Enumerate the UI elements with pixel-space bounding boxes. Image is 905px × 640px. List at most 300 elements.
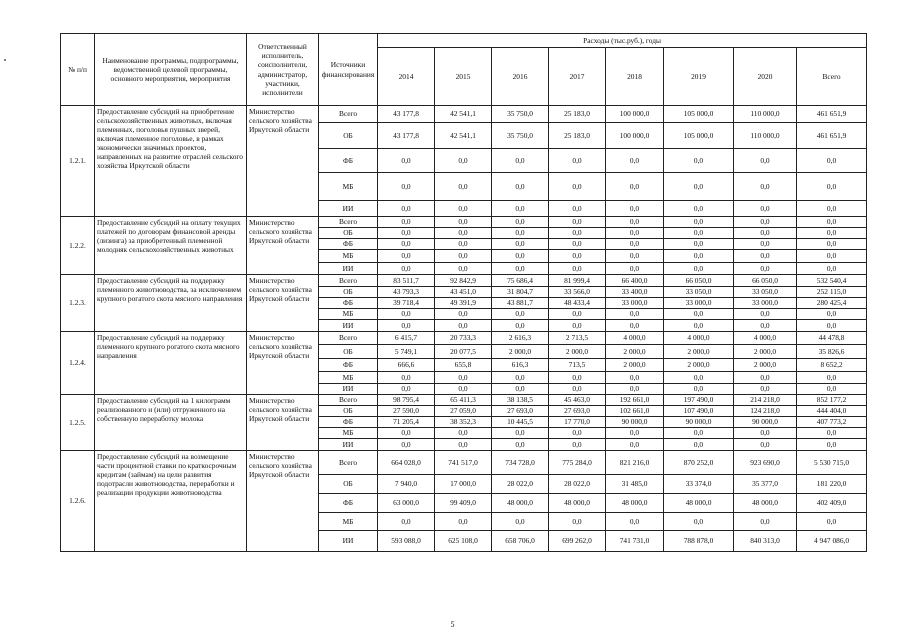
- year-value-cell: 90 000,0: [664, 417, 734, 428]
- year-value-cell: 33 000,0: [606, 298, 664, 309]
- year-value-cell: 0,0: [549, 149, 606, 173]
- year-value-cell: 0,0: [378, 439, 435, 451]
- year-value-cell: 0,0: [435, 173, 492, 201]
- year-value-cell: 0,0: [734, 513, 797, 531]
- year-value-cell: 0,0: [549, 217, 606, 228]
- year-value-cell: 0,0: [378, 173, 435, 201]
- responsible-executor: Министерство сельского хозяйства Иркутской области: [247, 395, 319, 451]
- year-value-cell: 0,0: [549, 439, 606, 451]
- year-value-cell: 0,0: [606, 320, 664, 332]
- year-value-cell: 0,0: [435, 320, 492, 332]
- year-value-cell: 17 770,0: [549, 417, 606, 428]
- year-value-cell: 27 059,0: [435, 406, 492, 417]
- funding-source: МБ: [319, 173, 378, 201]
- year-value-cell: 593 088,0: [378, 531, 435, 552]
- year-value-cell: 92 842,9: [435, 275, 492, 287]
- year-value-cell: 0,0: [734, 239, 797, 250]
- year-value-cell: 0,0: [492, 239, 549, 250]
- year-value-cell: 0,0: [492, 320, 549, 332]
- year-value-cell: 43 793,3: [378, 287, 435, 298]
- year-value-cell: 42 541,1: [435, 123, 492, 149]
- year-value-cell: 66 050,0: [734, 275, 797, 287]
- year-value-cell: 0,0: [492, 149, 549, 173]
- year-value-cell: 31 804,7: [492, 287, 549, 298]
- year-value-cell: 0,0: [664, 309, 734, 320]
- year-value-cell: 0,0: [435, 428, 492, 439]
- total-cell: 4 947 086,0: [797, 531, 867, 552]
- header-year: 2015: [435, 48, 492, 106]
- funding-source: Всего: [319, 217, 378, 228]
- year-value-cell: 0,0: [435, 439, 492, 451]
- year-value-cell: 0,0: [492, 217, 549, 228]
- year-value-cell: 0,0: [435, 309, 492, 320]
- measure-description: Предоставление субсидий на поддержку племенного крупного рогатого скота мясного направления: [95, 332, 247, 395]
- year-value-cell: 63 000,0: [378, 494, 435, 513]
- year-value-cell: 5 749,1: [378, 345, 435, 359]
- year-value-cell: 90 000,0: [606, 417, 664, 428]
- year-value-cell: 110 000,0: [734, 123, 797, 149]
- year-value-cell: 0,0: [606, 263, 664, 275]
- year-value-cell: 43 881,7: [492, 298, 549, 309]
- year-value-cell: 0,0: [549, 428, 606, 439]
- year-value-cell: 102 661,0: [606, 406, 664, 417]
- year-value-cell: 625 108,0: [435, 531, 492, 552]
- year-value-cell: 0,0: [606, 513, 664, 531]
- year-value-cell: 38 138,5: [492, 395, 549, 406]
- year-value-cell: 0,0: [492, 173, 549, 201]
- year-value-cell: 20 077,5: [435, 345, 492, 359]
- total-cell: 0,0: [797, 228, 867, 239]
- year-value-cell: 17 000,0: [435, 475, 492, 494]
- year-value-cell: 923 690,0: [734, 451, 797, 475]
- year-value-cell: 27 693,0: [549, 406, 606, 417]
- year-value-cell: 0,0: [734, 384, 797, 395]
- table-row: [61, 275, 867, 287]
- year-value-cell: 66 050,0: [664, 275, 734, 287]
- total-cell: 461 651,9: [797, 106, 867, 123]
- budget-table: [60, 33, 867, 552]
- year-value-cell: 0,0: [435, 513, 492, 531]
- header-year: 2016: [492, 48, 549, 106]
- total-cell: 444 404,0: [797, 406, 867, 417]
- year-value-cell: 0,0: [606, 384, 664, 395]
- year-value-cell: 0,0: [492, 513, 549, 531]
- funding-source: ИИ: [319, 384, 378, 395]
- funding-source: ИИ: [319, 263, 378, 275]
- total-cell: 0,0: [797, 428, 867, 439]
- year-value-cell: 0,0: [664, 228, 734, 239]
- year-value-cell: 42 541,1: [435, 106, 492, 123]
- year-value-cell: 699 262,0: [549, 531, 606, 552]
- funding-source: ОБ: [319, 406, 378, 417]
- total-cell: 5 530 715,0: [797, 451, 867, 475]
- year-value-cell: 0,0: [734, 228, 797, 239]
- total-cell: 407 773,2: [797, 417, 867, 428]
- year-value-cell: 0,0: [492, 228, 549, 239]
- year-value-cell: 31 485,0: [606, 475, 664, 494]
- year-value-cell: 0,0: [606, 217, 664, 228]
- year-value-cell: 48 000,0: [549, 494, 606, 513]
- table-row: [61, 395, 867, 406]
- header-source: Источники финансирования: [319, 34, 378, 106]
- total-cell: 44 478,8: [797, 332, 867, 345]
- year-value-cell: 0,0: [435, 239, 492, 250]
- year-value-cell: 20 733,3: [435, 332, 492, 345]
- responsible-executor: Министерство сельского хозяйства Иркутской области: [247, 106, 319, 217]
- year-value-cell: 0,0: [492, 372, 549, 384]
- year-value-cell: 2 000,0: [734, 345, 797, 359]
- funding-source: ОБ: [319, 475, 378, 494]
- year-value-cell: 2 000,0: [734, 359, 797, 372]
- year-value-cell: 0,0: [734, 173, 797, 201]
- year-value-cell: 43 451,0: [435, 287, 492, 298]
- funding-source: ФБ: [319, 149, 378, 173]
- total-cell: 0,0: [797, 309, 867, 320]
- funding-source: ИИ: [319, 439, 378, 451]
- year-value-cell: 0,0: [549, 250, 606, 263]
- year-value-cell: 4 000,0: [664, 332, 734, 345]
- total-cell: 0,0: [797, 217, 867, 228]
- funding-source: ФБ: [319, 359, 378, 372]
- header-year: 2014: [378, 48, 435, 106]
- funding-source: ИИ: [319, 201, 378, 217]
- year-value-cell: 0,0: [664, 217, 734, 228]
- year-value-cell: 0,0: [549, 263, 606, 275]
- year-value-cell: 25 183,0: [549, 106, 606, 123]
- year-value-cell: 0,0: [378, 250, 435, 263]
- year-value-cell: 33 374,0: [664, 475, 734, 494]
- year-value-cell: 110 000,0: [734, 106, 797, 123]
- year-value-cell: 0,0: [734, 439, 797, 451]
- funding-source: ИИ: [319, 320, 378, 332]
- page-number: 5: [450, 620, 455, 629]
- year-value-cell: 0,0: [378, 372, 435, 384]
- total-cell: 0,0: [797, 149, 867, 173]
- year-value-cell: 35 750,0: [492, 106, 549, 123]
- year-value-cell: 0,0: [435, 384, 492, 395]
- year-value-cell: 83 511,7: [378, 275, 435, 287]
- year-value-cell: 0,0: [549, 309, 606, 320]
- table-row: [61, 106, 867, 123]
- year-value-cell: 0,0: [606, 173, 664, 201]
- scan-dot: [4, 59, 6, 61]
- responsible-executor: Министерство сельского хозяйства Иркутской области: [247, 451, 319, 552]
- year-value-cell: 0,0: [378, 217, 435, 228]
- year-value-cell: 27 590,0: [378, 406, 435, 417]
- year-value-cell: 0,0: [664, 239, 734, 250]
- year-value-cell: 0,0: [664, 320, 734, 332]
- year-value-cell: 0,0: [378, 320, 435, 332]
- year-value-cell: 99 409,0: [435, 494, 492, 513]
- row-index: 1.2.3.: [61, 275, 95, 332]
- funding-source: Всего: [319, 451, 378, 475]
- total-cell: 0,0: [797, 384, 867, 395]
- year-value-cell: 33 000,0: [664, 298, 734, 309]
- year-value-cell: 0,0: [734, 149, 797, 173]
- year-value-cell: 0,0: [664, 263, 734, 275]
- year-value-cell: 0,0: [549, 201, 606, 217]
- year-value-cell: 0,0: [606, 228, 664, 239]
- measure-description: Предоставление субсидий на поддержку племенного животноводства, за исключением крупного рогатого скота мясного направления: [95, 275, 247, 332]
- year-value-cell: 35 750,0: [492, 123, 549, 149]
- year-value-cell: 0,0: [435, 263, 492, 275]
- year-value-cell: 6 415,7: [378, 332, 435, 345]
- year-value-cell: 0,0: [378, 384, 435, 395]
- table-body: [61, 106, 867, 552]
- measure-description: Предоставление субсидий на приобретение сельскохозяйственных животных, включая племенных, поголовья пушных зверей, включая племенное поголовье, в рамках экономически значимых проектов, направленных на развитие отраслей сельского хозяйства Иркутской области: [95, 106, 247, 217]
- year-value-cell: 0,0: [549, 239, 606, 250]
- funding-source: МБ: [319, 250, 378, 263]
- year-value-cell: 0,0: [606, 149, 664, 173]
- header-expenses: Расходы (тыс.руб.), годы: [378, 34, 867, 48]
- year-value-cell: 0,0: [549, 320, 606, 332]
- year-value-cell: 48 000,0: [664, 494, 734, 513]
- total-cell: 0,0: [797, 513, 867, 531]
- year-value-cell: 65 411,3: [435, 395, 492, 406]
- year-value-cell: 0,0: [549, 228, 606, 239]
- year-value-cell: 0,0: [492, 201, 549, 217]
- year-value-cell: 0,0: [734, 428, 797, 439]
- year-value-cell: 0,0: [435, 228, 492, 239]
- header-total: Всего: [797, 48, 867, 106]
- year-value-cell: 0,0: [435, 250, 492, 263]
- row-index: 1.2.4.: [61, 332, 95, 395]
- total-cell: 0,0: [797, 201, 867, 217]
- year-value-cell: 2 000,0: [492, 345, 549, 359]
- year-value-cell: 0,0: [378, 228, 435, 239]
- year-value-cell: 0,0: [492, 439, 549, 451]
- funding-source: МБ: [319, 428, 378, 439]
- funding-source: ОБ: [319, 345, 378, 359]
- measure-description: Предоставление субсидий на 1 килограмм реализованного и (или) отгруженного на собственную переработку молока: [95, 395, 247, 451]
- year-value-cell: 0,0: [492, 428, 549, 439]
- year-value-cell: 25 183,0: [549, 123, 606, 149]
- responsible-executor: Министерство сельского хозяйства Иркутской области: [247, 217, 319, 275]
- funding-source: МБ: [319, 372, 378, 384]
- header-year: 2017: [549, 48, 606, 106]
- year-value-cell: 39 718,4: [378, 298, 435, 309]
- year-value-cell: 38 352,3: [435, 417, 492, 428]
- year-value-cell: 105 000,0: [664, 123, 734, 149]
- year-value-cell: 0,0: [734, 309, 797, 320]
- total-cell: 35 826,6: [797, 345, 867, 359]
- year-value-cell: 0,0: [378, 149, 435, 173]
- year-value-cell: 10 445,5: [492, 417, 549, 428]
- year-value-cell: 0,0: [734, 217, 797, 228]
- year-value-cell: 71 205,4: [378, 417, 435, 428]
- table-row: [61, 451, 867, 475]
- year-value-cell: 0,0: [734, 263, 797, 275]
- year-value-cell: 0,0: [435, 201, 492, 217]
- year-value-cell: 48 000,0: [734, 494, 797, 513]
- header-name: Наименование программы, подпрограммы, ведомственной целевой программы, основного мероприятия, мероприятия: [95, 34, 247, 106]
- year-value-cell: 28 022,0: [492, 475, 549, 494]
- year-value-cell: 870 252,0: [664, 451, 734, 475]
- total-cell: 0,0: [797, 263, 867, 275]
- year-value-cell: 33 050,0: [734, 287, 797, 298]
- total-cell: 8 652,2: [797, 359, 867, 372]
- year-value-cell: 0,0: [664, 149, 734, 173]
- row-index: 1.2.5.: [61, 395, 95, 451]
- year-value-cell: 2 616,3: [492, 332, 549, 345]
- year-value-cell: 0,0: [606, 372, 664, 384]
- year-value-cell: 0,0: [378, 513, 435, 531]
- year-value-cell: 107 490,0: [664, 406, 734, 417]
- year-value-cell: 49 391,9: [435, 298, 492, 309]
- year-value-cell: 0,0: [492, 250, 549, 263]
- table-row: [61, 332, 867, 345]
- year-value-cell: 0,0: [549, 513, 606, 531]
- year-value-cell: 775 284,0: [549, 451, 606, 475]
- year-value-cell: 0,0: [606, 250, 664, 263]
- funding-source: ФБ: [319, 239, 378, 250]
- year-value-cell: 0,0: [435, 149, 492, 173]
- responsible-executor: Министерство сельского хозяйства Иркутской области: [247, 332, 319, 395]
- total-cell: 0,0: [797, 173, 867, 201]
- total-cell: 461 651,9: [797, 123, 867, 149]
- total-cell: 402 409,0: [797, 494, 867, 513]
- total-cell: 181 220,0: [797, 475, 867, 494]
- year-value-cell: 35 377,0: [734, 475, 797, 494]
- header-responsible: Ответственный исполнитель, соисполнители, администратор, участники, исполнители: [247, 34, 319, 106]
- year-value-cell: 655,8: [435, 359, 492, 372]
- year-value-cell: 33 000,0: [734, 298, 797, 309]
- year-value-cell: 0,0: [549, 384, 606, 395]
- year-value-cell: 214 218,0: [734, 395, 797, 406]
- funding-source: ОБ: [319, 123, 378, 149]
- year-value-cell: 0,0: [734, 320, 797, 332]
- year-value-cell: 0,0: [606, 439, 664, 451]
- year-value-cell: 0,0: [492, 309, 549, 320]
- total-cell: 0,0: [797, 239, 867, 250]
- funding-source: ФБ: [319, 298, 378, 309]
- year-value-cell: 713,5: [549, 359, 606, 372]
- funding-source: ОБ: [319, 228, 378, 239]
- year-value-cell: 0,0: [549, 372, 606, 384]
- total-cell: 0,0: [797, 372, 867, 384]
- year-value-cell: 0,0: [664, 428, 734, 439]
- header-year: 2018: [606, 48, 664, 106]
- row-index: 1.2.2.: [61, 217, 95, 275]
- year-value-cell: 0,0: [492, 263, 549, 275]
- year-value-cell: 666,6: [378, 359, 435, 372]
- funding-source: Всего: [319, 395, 378, 406]
- table-row: [61, 217, 867, 228]
- year-value-cell: 2 000,0: [664, 345, 734, 359]
- year-value-cell: 98 795,4: [378, 395, 435, 406]
- year-value-cell: 4 000,0: [734, 332, 797, 345]
- year-value-cell: 75 686,4: [492, 275, 549, 287]
- year-value-cell: 2 000,0: [606, 359, 664, 372]
- total-cell: 0,0: [797, 320, 867, 332]
- year-value-cell: 43 177,8: [378, 123, 435, 149]
- year-value-cell: 100 000,0: [606, 106, 664, 123]
- year-value-cell: 33 400,0: [606, 287, 664, 298]
- funding-source: ФБ: [319, 494, 378, 513]
- year-value-cell: 840 313,0: [734, 531, 797, 552]
- row-index: 1.2.1.: [61, 106, 95, 217]
- year-value-cell: 66 400,0: [606, 275, 664, 287]
- funding-source: МБ: [319, 309, 378, 320]
- year-value-cell: 0,0: [664, 250, 734, 263]
- budget-table-container: [60, 33, 867, 552]
- funding-source: ФБ: [319, 417, 378, 428]
- year-value-cell: 788 878,0: [664, 531, 734, 552]
- year-value-cell: 0,0: [606, 239, 664, 250]
- year-value-cell: 0,0: [664, 513, 734, 531]
- year-value-cell: 0,0: [606, 309, 664, 320]
- year-value-cell: 2 000,0: [549, 345, 606, 359]
- year-value-cell: 48 000,0: [606, 494, 664, 513]
- year-value-cell: 0,0: [664, 384, 734, 395]
- year-value-cell: 48 433,4: [549, 298, 606, 309]
- year-value-cell: 100 000,0: [606, 123, 664, 149]
- responsible-executor: Министерство сельского хозяйства Иркутской области: [247, 275, 319, 332]
- year-value-cell: 90 000,0: [734, 417, 797, 428]
- year-value-cell: 0,0: [664, 439, 734, 451]
- year-value-cell: 0,0: [734, 372, 797, 384]
- year-value-cell: 821 216,0: [606, 451, 664, 475]
- year-value-cell: 81 999,4: [549, 275, 606, 287]
- year-value-cell: 0,0: [378, 428, 435, 439]
- total-cell: 0,0: [797, 439, 867, 451]
- year-value-cell: 2 000,0: [664, 359, 734, 372]
- total-cell: 252 115,0: [797, 287, 867, 298]
- year-value-cell: 734 728,0: [492, 451, 549, 475]
- total-cell: 280 425,4: [797, 298, 867, 309]
- year-value-cell: 741 517,0: [435, 451, 492, 475]
- year-value-cell: 4 000,0: [606, 332, 664, 345]
- year-value-cell: 0,0: [606, 428, 664, 439]
- funding-source: Всего: [319, 106, 378, 123]
- year-value-cell: 0,0: [734, 250, 797, 263]
- year-value-cell: 616,3: [492, 359, 549, 372]
- year-value-cell: 0,0: [606, 201, 664, 217]
- year-value-cell: 741 731,0: [606, 531, 664, 552]
- funding-source: ОБ: [319, 287, 378, 298]
- year-value-cell: 124 218,0: [734, 406, 797, 417]
- total-cell: 532 540,4: [797, 275, 867, 287]
- total-cell: 852 177,2: [797, 395, 867, 406]
- year-value-cell: 0,0: [734, 201, 797, 217]
- header-year: 2019: [664, 48, 734, 106]
- year-value-cell: 7 940,0: [378, 475, 435, 494]
- year-value-cell: 105 000,0: [664, 106, 734, 123]
- year-value-cell: 27 693,0: [492, 406, 549, 417]
- year-value-cell: 0,0: [378, 263, 435, 275]
- funding-source: МБ: [319, 513, 378, 531]
- year-value-cell: 0,0: [378, 309, 435, 320]
- year-value-cell: 0,0: [664, 173, 734, 201]
- year-value-cell: 2 000,0: [606, 345, 664, 359]
- year-value-cell: 0,0: [435, 217, 492, 228]
- funding-source: ИИ: [319, 531, 378, 552]
- year-value-cell: 33 566,0: [549, 287, 606, 298]
- year-value-cell: 658 706,0: [492, 531, 549, 552]
- row-index: 1.2.6.: [61, 451, 95, 552]
- year-value-cell: 664 028,0: [378, 451, 435, 475]
- year-value-cell: 43 177,8: [378, 106, 435, 123]
- funding-source: Всего: [319, 332, 378, 345]
- year-value-cell: 28 022,0: [549, 475, 606, 494]
- year-value-cell: 0,0: [664, 372, 734, 384]
- funding-source: Всего: [319, 275, 378, 287]
- header-num: № п/п: [61, 34, 95, 106]
- measure-description: Предоставление субсидий на оплату текущих платежей по договорам финансовой аренды (лизинга) за приобретенный племенной молодняк сельскохозяйственных животных: [95, 217, 247, 275]
- year-value-cell: 0,0: [664, 201, 734, 217]
- year-value-cell: 33 050,0: [664, 287, 734, 298]
- year-value-cell: 45 463,0: [549, 395, 606, 406]
